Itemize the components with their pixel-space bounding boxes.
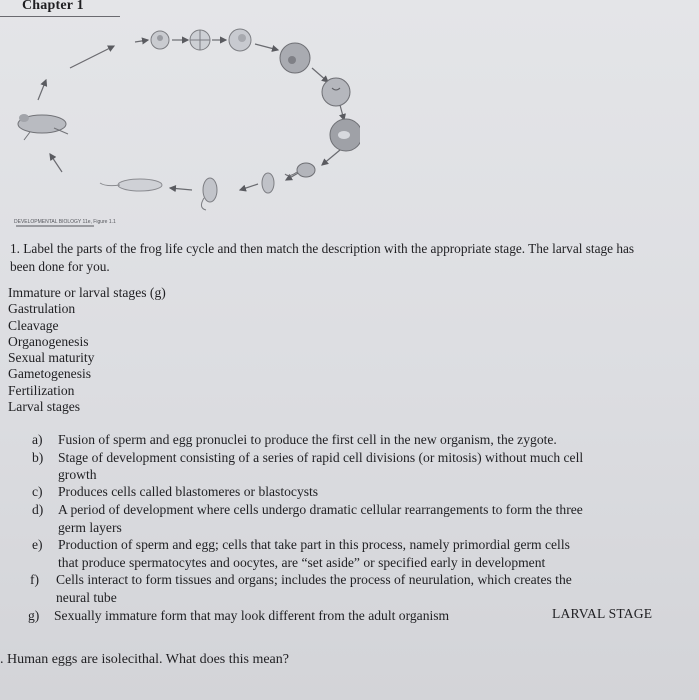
blastula-icon <box>229 29 251 51</box>
term-item: Gametogenesis <box>8 366 92 382</box>
description-label: d) <box>32 502 44 517</box>
chapter-heading: Chapter 1 <box>22 0 84 13</box>
term-list <box>8 285 166 415</box>
description-label: a) <box>32 432 43 447</box>
froglet-icon <box>100 179 162 191</box>
description-text: Production of sperm and egg; cells that take part in this process, namely primordial germ cells <box>58 537 570 552</box>
description-d-cont: germ layers <box>58 520 122 535</box>
description-label: b) <box>32 450 44 465</box>
description-label: f) <box>30 572 40 587</box>
question-2-prompt: . Human eggs are isolecithal. What does this mean? <box>0 652 289 667</box>
hatchling-icon <box>262 173 274 193</box>
description-e-cont: that produce spermatocytes and oocytes, are “set aside” or specified early in development <box>58 555 546 570</box>
description-text: Produces cells called blastomeres or blastocysts <box>58 484 319 499</box>
figure-caption-rule <box>16 225 94 227</box>
term-item: Gastrulation <box>8 301 76 317</box>
description-a <box>32 432 557 449</box>
description-label: g) <box>28 608 40 623</box>
description-text: Sexually immature form that may look different from the adult organism <box>54 608 450 623</box>
answer-larval-stage: LARVAL STAGE <box>552 606 653 621</box>
description-f <box>30 572 572 589</box>
adult-frog-icon <box>18 114 68 140</box>
description-d <box>32 502 583 519</box>
frog-egg-icon <box>151 31 169 49</box>
neurula-icon <box>322 78 350 106</box>
question-1-prompt: 1. Label the parts of the frog life cycle and then match the description with the appropriate stage. The larval stage has been done for you. <box>10 241 635 274</box>
term-item: Immature or larval stages (g) <box>8 285 166 300</box>
term-item: Cleavage <box>8 317 59 333</box>
description-label: c) <box>32 484 43 499</box>
description-f-cont: neural tube <box>56 590 117 605</box>
description-e <box>32 537 570 554</box>
description-text: Cells interact to form tissues and organs; includes the process of neurulation, which creates the <box>56 572 572 587</box>
figure-caption: DEVELOPMENTAL BIOLOGY 11e, Figure 1.1 <box>14 219 116 225</box>
term-item: Larval stages <box>8 399 81 415</box>
description-text: Stage of development consisting of a series of rapid cell divisions (or mitosis) without much cell <box>58 450 584 465</box>
description-label: e) <box>32 537 43 552</box>
gastrula-icon <box>280 43 310 73</box>
frog-life-cycle-diagram <box>10 20 360 220</box>
description-b <box>32 450 583 467</box>
tailbud-embryo-icon <box>330 119 360 151</box>
description-g <box>28 608 449 625</box>
term-item: Sexual maturity <box>8 350 95 366</box>
description-text: Fusion of sperm and egg pronuclei to produce the first cell in the new organism, the zygote. <box>58 432 557 447</box>
description-c <box>32 484 318 501</box>
description-b-cont: growth <box>58 467 97 482</box>
larva-icon <box>201 178 217 210</box>
heading-rule <box>0 16 120 17</box>
term-item: Organogenesis <box>8 333 89 349</box>
cleavage-embryo-icon <box>190 30 210 50</box>
description-text: A period of development where cells undergo dramatic cellular rearrangements to form the three <box>58 502 583 517</box>
term-item: Fertilization <box>8 382 75 398</box>
tadpole-icon <box>285 163 315 177</box>
